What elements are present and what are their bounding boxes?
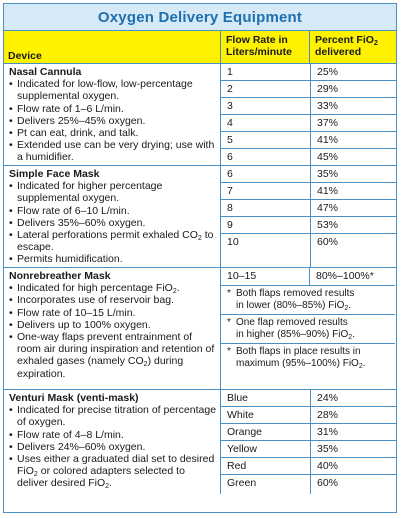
venturi-description — [4, 390, 221, 494]
flow-cell: 10–15 — [221, 268, 310, 285]
percent-cell: 29% — [311, 81, 396, 98]
device-name: Nasal Cannula — [9, 66, 82, 78]
percent-cell: 40% — [311, 458, 396, 475]
flap-note: * Both flaps removed results in lower (80%–85%) FiO$_2$. — [221, 286, 395, 315]
simple-face-mask-description — [4, 166, 221, 267]
venturi-adapter-column — [221, 390, 311, 494]
bullet: • Delivers 25%–45% oxygen. — [9, 115, 218, 127]
header-device: Device — [4, 31, 221, 63]
nasal-cannula-description — [4, 64, 221, 165]
adapter-color-cell: Green — [227, 477, 257, 489]
percent-cell: 60% — [317, 236, 339, 248]
section-venturi-mask — [4, 390, 396, 494]
header-flow-rate-line1: Flow Rate in — [226, 34, 288, 46]
note-line1: Both flaps removed results — [236, 288, 355, 299]
header-flow-rate — [221, 31, 310, 63]
flap-note: * Both flaps in place results in maximum (95%–100%) FiO$_2$. — [227, 346, 366, 370]
table-header-row — [4, 31, 396, 64]
bullet: • Permits humidification. — [9, 253, 218, 265]
percent-cell: 35% — [311, 166, 396, 183]
flow-cell: 1 — [221, 64, 310, 81]
percent-cell: 31% — [311, 424, 396, 441]
bullet: • Pt can eat, drink, and talk. — [9, 127, 218, 139]
note-line2: in lower (80%–85%) FiO — [236, 300, 345, 311]
bullet-tail: to escape. — [17, 229, 214, 254]
nonrebreather-description — [4, 268, 221, 389]
adapter-color-cell: Blue — [221, 390, 310, 407]
bullet: • Flow rate of 4–8 L/min. — [9, 429, 218, 441]
bullet-text: Lateral perforations permit exhaled CO — [17, 229, 198, 242]
nasal-cannula-flow-column — [221, 64, 311, 165]
percent-cell: 47% — [311, 200, 396, 217]
bullet-text: One-way flaps prevent entrainment of room air during inspiration and retention of exhaled gases (namely CO — [17, 331, 215, 368]
flow-cell: 10 — [227, 236, 239, 248]
table-title-bar — [4, 4, 396, 31]
note-line2: in higher (85%–90%) FiO — [236, 329, 349, 340]
flow-cell: 2 — [221, 81, 310, 98]
flow-cell: 7 — [221, 183, 310, 200]
bullet: • Lateral perforations permit exhaled $CO_2$ to escape. — [9, 229, 218, 253]
bullet: • Flow rate of 1–6 L/min. — [9, 103, 218, 115]
bullet-mid: or colored adapters selected to deliver desired FiO — [17, 465, 185, 490]
percent-cell: 35% — [311, 441, 396, 458]
flow-cell: 6 — [221, 166, 310, 183]
bullet-tail: ) during expiration. — [17, 355, 184, 380]
percent-cell: 41% — [311, 132, 396, 149]
bullet: • One-way flaps prevent entrainment of room air during inspiration and retention of exhaled gases (namely $CO_2$) during expiration. — [9, 331, 218, 380]
percent-cell: 24% — [311, 390, 396, 407]
header-flow-rate-line2: Liters/minute — [226, 46, 292, 58]
header-percent-sub: 2 — [373, 40, 378, 47]
bullet: • Extended use can be very drying; use with a humidifier. — [9, 139, 218, 163]
percent-cell: 37% — [311, 115, 396, 132]
bullet: • Delivers 35%–60% oxygen. — [9, 217, 218, 229]
adapter-color-cell: White — [221, 407, 310, 424]
bullet-text: Indicated for high percentage FiO — [17, 282, 173, 295]
bullet: • Delivers 24%–60% oxygen. — [9, 441, 218, 453]
section-simple-face-mask — [4, 166, 396, 268]
header-percent-line1: Percent FiO — [315, 34, 374, 46]
bullet-text: Uses either a graduated dial set to desired FiO — [17, 453, 215, 478]
flow-cell: 9 — [221, 217, 310, 234]
device-name: Simple Face Mask — [9, 168, 100, 180]
note-line2: maximum (95%–100%) FiO — [236, 358, 359, 369]
device-name: Nonrebreather Mask — [9, 270, 111, 282]
flap-note: * One flap removed results in higher (85%–90%) FiO$_2$. — [221, 315, 395, 344]
oxygen-table — [3, 3, 397, 513]
note-line1: One flap removed results — [236, 317, 348, 328]
flow-cell: 3 — [221, 98, 310, 115]
section-nasal-cannula — [4, 64, 396, 166]
percent-cell: 41% — [311, 183, 396, 200]
percent-cell: 28% — [311, 407, 396, 424]
header-percent-line2: delivered — [315, 46, 362, 58]
flow-cell: 6 — [227, 151, 233, 163]
nonrebreather-value-row — [221, 268, 395, 286]
percent-cell: 60% — [317, 477, 339, 489]
header-percent — [310, 31, 395, 63]
flow-cell: 8 — [221, 200, 310, 217]
nonrebreather-values — [221, 268, 395, 389]
bullet: • Indicated for high percentage FiO$_2$. — [9, 282, 218, 294]
percent-cell: 45% — [317, 151, 339, 163]
table-title: Oxygen Delivery Equipment — [97, 8, 303, 26]
bullet: • Incorporates use of reservoir bag. — [9, 294, 218, 306]
simple-face-mask-flow-column — [221, 166, 311, 267]
simple-face-mask-percent-column — [311, 166, 396, 267]
bullet: • Flow rate of 6–10 L/min. — [9, 205, 218, 217]
device-name: Venturi Mask (venti-mask) — [9, 392, 139, 404]
flow-cell: 4 — [221, 115, 310, 132]
bullet: • Flow rate of 10–15 L/min. — [9, 307, 218, 319]
section-nonrebreather-mask — [4, 268, 396, 390]
adapter-color-cell: Red — [221, 458, 310, 475]
percent-cell: 80%–100%* — [316, 270, 374, 282]
venturi-percent-column — [311, 390, 396, 494]
note-line1: Both flaps in place results in — [236, 346, 361, 357]
flow-cell: 5 — [221, 132, 310, 149]
percent-cell: 25% — [311, 64, 396, 81]
adapter-color-cell: Yellow — [221, 441, 310, 458]
percent-cell: 33% — [311, 98, 396, 115]
bullet: • Indicated for low-flow, low-percentage supplemental oxygen. — [9, 78, 218, 102]
bullet: • Indicated for precise titration of percentage of oxygen. — [9, 404, 218, 428]
bullet: • Indicated for higher percentage supplemental oxygen. — [9, 180, 218, 204]
percent-cell: 53% — [311, 217, 396, 234]
nasal-cannula-percent-column — [311, 64, 396, 165]
bullet: • Uses either a graduated dial set to desired FiO$_2$ or colored adapters selected to deliver desired FiO$_2$. — [9, 453, 218, 490]
bullet: • Delivers up to 100% oxygen. — [9, 319, 218, 331]
adapter-color-cell: Orange — [221, 424, 310, 441]
